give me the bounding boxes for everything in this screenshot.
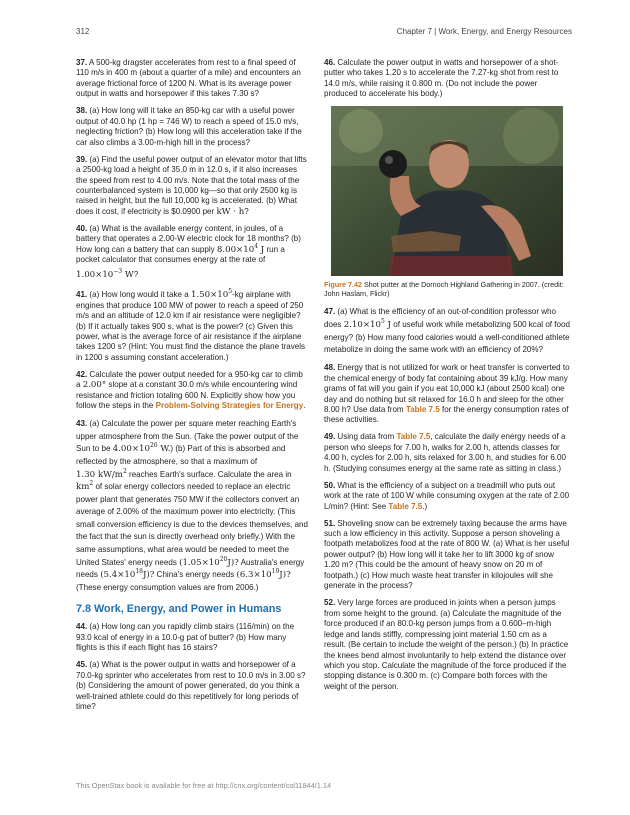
caption-text: Shot putter at the Dornoch Highland Gathering in 2007. (credit: John Haslam, Flickr) <box>324 280 564 299</box>
problem-text: of useful work while metabolizing 500 kcal of food energy? (b) How many food calories would a well-conditioned athlete metabolize in doing the same work with an efficiency of 20%? <box>324 319 570 355</box>
math-base: 1.00×10 <box>76 269 114 280</box>
problem-number: 52. <box>324 598 336 608</box>
problem-number: 38. <box>76 106 88 116</box>
problem-48 <box>324 363 570 426</box>
problem-text: Using data from <box>335 432 395 442</box>
math-unit: W. <box>160 444 171 455</box>
math-exponent: 2 <box>89 480 94 488</box>
problem-41 <box>76 290 308 363</box>
math-exponent: 5 <box>380 317 385 325</box>
math-expression: 2.00° <box>82 380 107 391</box>
problem-text-end: . <box>303 401 306 411</box>
problem-text: Very large forces are produced in joints when a person jumps from some height to the ground. (a) Calculate the magnitude of the force produced if an 80.0-kg person jumps from a 0.600–m-high ledge and lands stiffly, compressing joint material 1.50 cm as a result. (Be certain to include the weight of the person.) (b) In practice the knees bend almost involuntarily to help extend the distance over which you stop. Calculate the magnitude of the force produced if the stopping distance is 0.300 m. (c) Compare both forces with the weight of the person. <box>324 598 569 691</box>
problem-text: China's energy needs <box>156 570 235 580</box>
math-expression <box>76 482 93 492</box>
math-base: (5.4×10 <box>100 570 136 581</box>
math-expression <box>100 570 154 580</box>
problem-text-end: ? <box>133 269 139 279</box>
math-unit: W <box>124 269 134 280</box>
math-unit: J)? <box>227 557 239 568</box>
chapter-header: Chapter 7 | Work, Energy, and Energy Resources <box>396 27 572 36</box>
problem-text: Shoveling snow can be extremely taxing because the arms have such a low efficiency in this activity. Suppose a person shoveling a footpath metabolizes food at the rate of 800 W. (a) What is her useful power output? (b) How long will it take her to lift 3000 kg of snow 1.20 m? (This could be the amount of heavy snow on 20 m of footpath.) (c) How much waste heat transfer in kilojoules will she generate in the process? <box>324 518 570 591</box>
math-base: 2.10×10 <box>343 319 381 330</box>
problem-text-end: ? <box>244 206 249 216</box>
problem-number: 48. <box>324 363 336 373</box>
problem-text: (a) What is the power output in watts and horsepower of a 70.0-kg sprinter who accelerates from rest to 10.0 m/s in 3.00 s? (b) Considering the amount of power generated, do you think a well-trained athlete could do this repetitively for long periods of time? <box>76 660 306 712</box>
right-column <box>324 58 570 699</box>
footer-note: This OpenStax book is available for free at http://cnx.org/content/col11844/1.14 <box>76 781 332 790</box>
figure-caption <box>324 280 570 298</box>
problem-40 <box>76 224 308 284</box>
problem-39 <box>76 155 308 218</box>
problem-50 <box>324 481 570 512</box>
math-exponent: 20 <box>219 555 228 563</box>
problem-52 <box>324 598 570 692</box>
problem-text: Australia's energy needs <box>76 557 305 580</box>
problem-38 <box>76 106 308 148</box>
problem-text: slope at a constant 30.0 m/s while encountering wind resistance and friction totaling 600 N. Explicitly show how you follow the steps in the <box>76 380 298 411</box>
shot-putter-photo <box>331 106 563 276</box>
problem-number: 47. <box>324 307 336 317</box>
problem-text: (a) How long would it take a <box>87 290 189 300</box>
math-base: 1.30 kW/m <box>76 469 123 480</box>
problem-37 <box>76 58 308 100</box>
problem-number: 45. <box>76 660 88 670</box>
math-exponent: 18 <box>135 568 143 576</box>
problem-text: of solar energy collectors needed to replace an electric power plant that generates 750 MW if the collectors convert an average of 2.00% of the maximum power into electricity. (This small conversion efficiency is due to the devices themselves, and the fact that the sun is directly overhead only briefly.) With the same assumptions, what area would be needed to meet the United States' energy needs <box>76 482 308 567</box>
problem-51 <box>324 519 570 592</box>
math-base: km <box>76 482 90 493</box>
problem-text: Energy that is not utilized for work or heat transfer is converted to the chemical energy of body fat containing about 39 kJ/g. How many grams of fat will you gain if you eat 10,000 kJ (about 2500 kcal) one day and do nothing but sit relaxed for 16.0 h and sleep for the other 8.00 h? Use data from <box>324 363 570 414</box>
problem-text: run a pocket calculator that consumes energy at the rate of <box>76 244 285 265</box>
problem-number: 42. <box>76 369 88 379</box>
table-7-5-link[interactable]: Table 7.5 <box>396 432 431 442</box>
math-unit: J)? <box>279 570 291 581</box>
problem-text: A 500-kg dragster accelerates from rest to a final speed of 110 m/s in 400 m (about a quarter of a mile) and encounters an average frictional force of 1200 N. What is its average power output in watts and horsepower if this takes 7.30 s? <box>76 58 301 99</box>
table-7-5-link[interactable]: Table 7.5 <box>405 405 440 414</box>
page-number: 312 <box>76 27 90 36</box>
problem-number: 40. <box>76 223 88 233</box>
problem-number: 43. <box>76 419 88 429</box>
problem-text: (a) How long can you rapidly climb stairs (116/min) on the 93.0 kcal of energy in a 10.0-g pat of butter? (b) How many flights is this if each flight has 16 stairs? <box>76 622 295 653</box>
math-exponent: 5 <box>228 288 233 296</box>
problem-text: (a) Calculate the power per square meter reaching Earth's upper atmosphere from the Sun. (Take the power output of the Sun to be <box>76 419 299 454</box>
math-base: (1.05×10 <box>179 557 220 568</box>
problem-text: , calculate the daily energy needs of a person who sleeps for 7.00 h, walks for 2.00 h, attends classes for 4.00 h, cycles for 2.00 h, sits relaxed for 3.00 h, and studies for 6.00 h. (Studying consumes energy at the same rate as sitting in class.) <box>324 432 566 473</box>
problem-44 <box>76 622 308 653</box>
math-expression <box>216 242 265 255</box>
math-unit: J <box>387 319 391 330</box>
table-7-5-link[interactable]: Table 7.5 <box>388 501 423 511</box>
problem-text: Calculate the power output needed for a 950-kg car to climb a <box>76 369 303 390</box>
problem-text: (a) How long will it take an 850-kg car with a useful power output of 40.0 hp (1 hp = 746 W) to reach a speed of 15.0 m/s, neglecting friction? (b) How long will this acceleration take if the car also climbs a 3.00-m-high hill in the process? <box>76 106 302 147</box>
problem-text: Calculate the power output in watts and horsepower of a shot-putter who takes 1.20 s to accelerate the 7.27-kg shot from rest to 14.0 m/s, while raising it 0.800 m. (Do not include the power produced to accelerate his body.) <box>324 58 559 99</box>
problem-solving-strategies-link[interactable]: Problem-Solving Strategies for Energy <box>155 401 304 411</box>
figure-label: Figure 7.42 <box>324 280 362 290</box>
math-expression <box>191 290 232 300</box>
left-column <box>76 58 308 719</box>
problem-number: 50. <box>324 480 336 490</box>
math-base: 8.00×10 <box>216 244 255 255</box>
problem-49 <box>324 432 570 474</box>
problem-number: 51. <box>324 518 336 528</box>
problem-number: 49. <box>324 432 336 442</box>
math-unit: J)? <box>142 570 155 581</box>
problem-45 <box>76 660 308 712</box>
problem-text: (a) Find the useful power output of an elevator motor that lifts a 2500-kg load a height of 35.0 m in 12.0 s, if it also increases the speed from rest to 4.00 m/s. Note that the total mass of the counterbalanced system is 10,000 kg—so that only 2500 kg is raised in height, but the full 10,000 kg is accelerated. (b) What does it cost, if electricity is $0.0900 per <box>76 154 307 216</box>
math-base: 1.50×10 <box>190 290 229 301</box>
math-expression <box>236 570 290 580</box>
math-expression: kW · h <box>216 206 245 217</box>
math-base: (6.3×10 <box>236 570 272 581</box>
problem-text-end: .) <box>422 501 428 511</box>
math-exponent: 26 <box>149 442 158 450</box>
math-exponent: 4 <box>254 242 259 250</box>
problem-text: reaches Earth's surface. Calculate the area in <box>129 469 292 479</box>
problem-number: 37. <box>76 58 88 67</box>
problem-text: ) (b) Part of this is absorbed and reflected by the atmosphere, so that a maximum of <box>76 444 286 466</box>
math-expression <box>343 317 391 330</box>
problem-text: (These energy consumption values are from 2006.) <box>76 582 259 592</box>
problem-text: for the energy consumption rates of these activities. <box>324 405 569 425</box>
math-exponent: 19 <box>271 568 280 576</box>
math-unit: J <box>260 244 265 255</box>
math-expression <box>76 467 127 480</box>
math-expression <box>179 555 239 568</box>
problem-text: -kg airplane with engines that produce 100 MW of power to reach a speed of 250 m/s and an altitude of 12.0 km if air resistance were negligible? (b) If it actually takes 900 s, what is the power? (c) Given this power, what is the average force of air resistance if the airplane takes 1200 s? (Hint: You must find the distance the plane travels in 1200 s assuming constant acceleration.) <box>76 290 306 362</box>
math-exponent: −3 <box>113 267 123 275</box>
problem-number: 46. <box>324 58 336 67</box>
math-expression <box>113 444 171 454</box>
problem-number: 39. <box>76 154 88 164</box>
problem-text: (a) What is the available energy content, in joules, of a battery that operates a 2.00-W electric clock for 18 months? (b) How long can a battery that can supply <box>76 223 301 254</box>
problem-43 <box>76 418 308 594</box>
math-base: 4.00×10 <box>112 444 150 455</box>
problem-number: 44. <box>76 622 88 632</box>
section-title: 7.8 Work, Energy, and Power in Humans <box>76 603 282 616</box>
problem-number: 41. <box>76 290 88 300</box>
problem-text: What is the efficiency of a subject on a treadmill who puts out work at the rate of 100 W while consuming oxygen at the rate of 2.00 L/min? (Hint: See <box>324 480 570 511</box>
problem-42 <box>76 370 308 412</box>
problem-text: (a) What is the efficiency of an out-of-condition professor who does <box>324 307 556 329</box>
math-exponent: 2 <box>122 467 127 475</box>
math-expression <box>76 267 134 280</box>
problem-47 <box>324 306 570 356</box>
problem-46 <box>324 58 570 100</box>
